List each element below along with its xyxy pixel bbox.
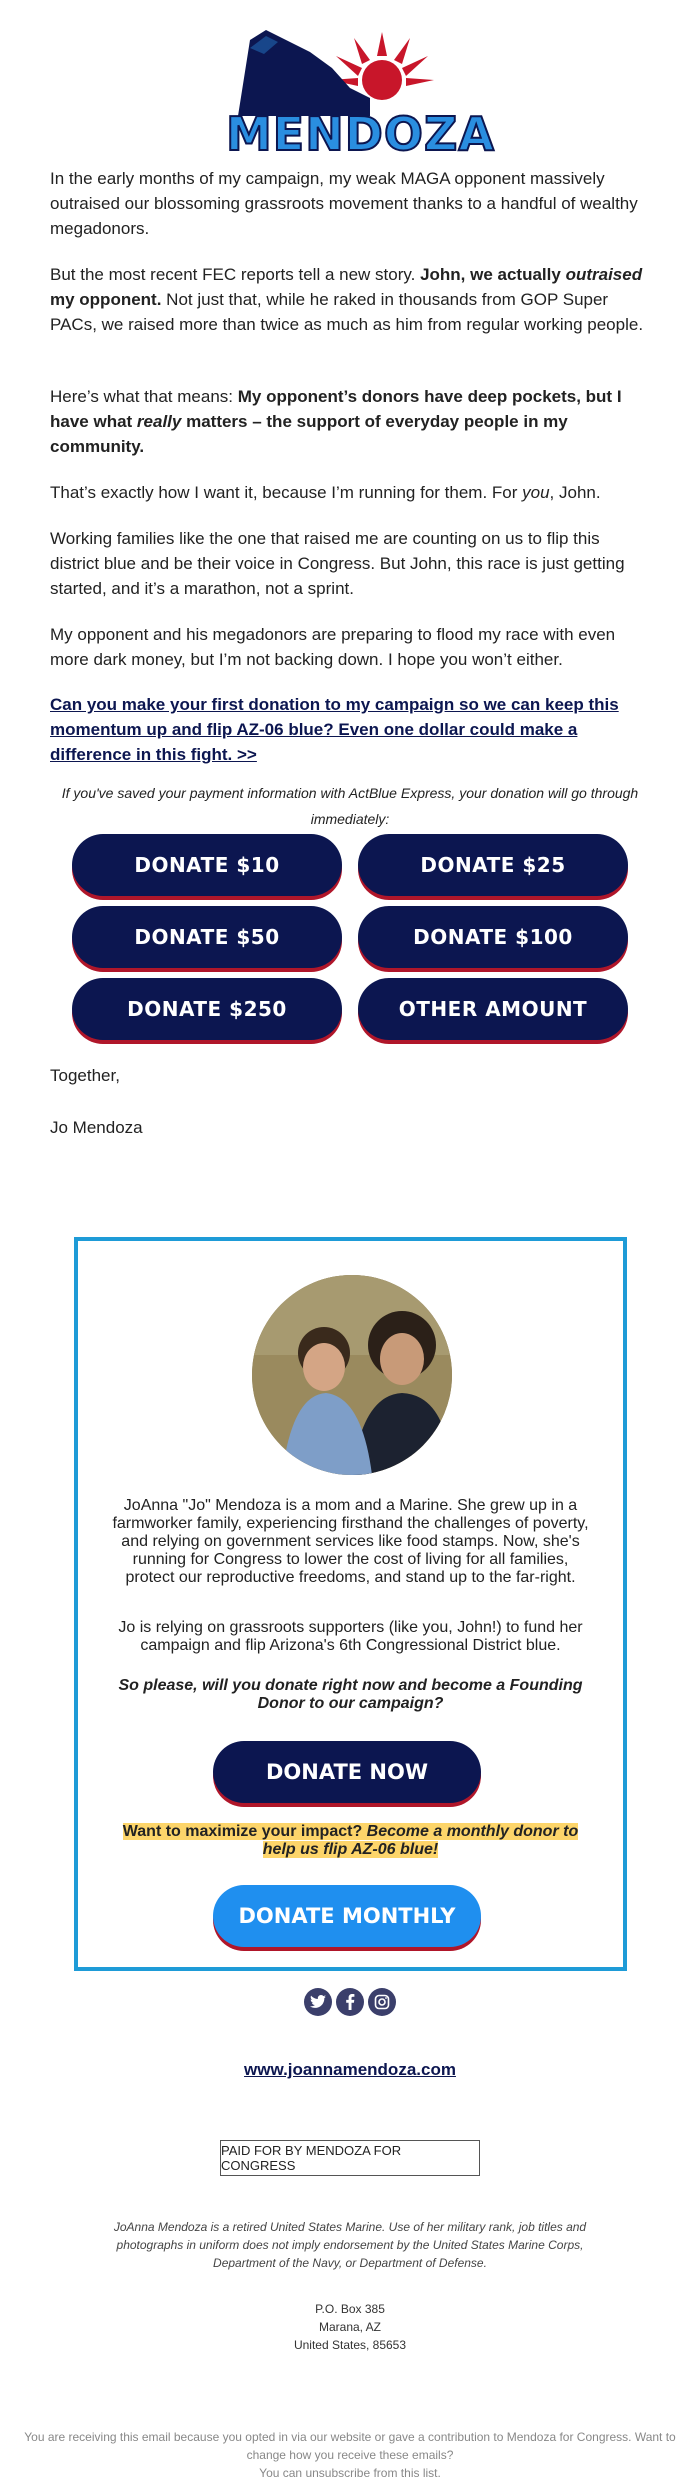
logo-wordmark: MENDOZA <box>226 107 495 161</box>
email-footer <box>15 2428 685 2482</box>
unsubscribe-link[interactable]: You can unsubscribe from this list. <box>259 2466 441 2480</box>
donate-25-button[interactable]: DONATE $25 <box>358 834 628 896</box>
twitter-icon[interactable] <box>304 1988 332 2016</box>
meaning-paragraph: Here’s what that means: My opponent’s donors have deep pockets, but I have what really matters – the support of everyday people in my community. <box>50 387 622 456</box>
running-paragraph: That’s exactly how I want it, because I’m running for them. For you, John. <box>50 483 601 502</box>
facebook-icon[interactable] <box>336 1988 364 2016</box>
donation-cta-paragraph <box>50 692 650 767</box>
mendoza-logo <box>220 28 495 161</box>
bio-paragraph: JoAnna "Jo" Mendoza is a mom and a Marine. She grew up in a farmworker family, experiencing firsthand the challenges of poverty, and relying on government services like food stamps. Now, she's running for Congress to lower the cost of living for all families, protect our reproductive freedoms, and stand up to the far-right. <box>112 1497 589 1586</box>
founding-donor-question: So please, will you donate right now and become a Founding Donor to our campaign? <box>118 1677 583 1712</box>
logo-graphic-icon <box>220 28 480 118</box>
monthly-donor-prompt: Want to maximize your impact? Become a monthly donor to help us flip AZ-06 blue! <box>122 1823 579 1858</box>
donate-50-button[interactable]: DONATE $50 <box>72 906 342 968</box>
donate-250-button[interactable]: DONATE $250 <box>72 978 342 1040</box>
photo-illustration <box>252 1275 452 1475</box>
bio-support-paragraph: Jo is relying on grassroots supporters (like you, John!) to fund her campaign and flip Arizona's 6th Congressional District blue. <box>118 1619 583 1654</box>
donate-monthly-button[interactable]: DONATE MONTHLY <box>213 1885 481 1947</box>
address-line-1: P.O. Box 385 <box>315 2302 385 2316</box>
donate-100-button[interactable]: DONATE $100 <box>358 906 628 968</box>
donate-now-button[interactable]: DONATE NOW <box>213 1741 481 1803</box>
subscription-reason: You are receiving this email because you opted in via our website or gave a contribution to Mendoza for Congress. Want to change how you receive these emails? <box>24 2430 676 2462</box>
actblue-express-note: If you've saved your payment information with ActBlue Express, your donation will go through immediately: <box>61 785 639 827</box>
paid-for-text: PAID FOR BY MENDOZA FOR CONGRESS <box>221 2143 402 2173</box>
donate-10-button[interactable]: DONATE $10 <box>72 834 342 896</box>
dark-money-paragraph: My opponent and his megadonors are preparing to flood my race with even more dark money, but I’m not backing down. I hope you won’t either. <box>50 625 616 669</box>
paid-for-disclaimer <box>220 2140 480 2176</box>
address-line-2: Marana, AZ <box>318 2320 382 2334</box>
candidate-photo <box>252 1275 452 1475</box>
families-paragraph: Working families like the one that raised me are counting on us to flip this district blue and be their voice in Congress. But John, this race is just getting started, and it’s a marathon, not a sprint. <box>50 529 625 598</box>
address-line-3: United States, 85653 <box>293 2338 407 2352</box>
intro-paragraph: In the early months of my campaign, my weak MAGA opponent massively outraised our blossoming grassroots movement thanks to a handful of wealthy megadonors. <box>50 169 638 238</box>
website-link[interactable]: www.joannamendoza.com <box>244 2060 456 2079</box>
military-disclaimer: JoAnna Mendoza is a retired United States Marine. Use of her military rank, job titles and photographs in uniform does not imply endorsement by the United States Marine Corps, Department of the Navy, or Department of Defense. <box>113 2220 587 2270</box>
other-amount-button[interactable]: OTHER AMOUNT <box>358 978 628 1040</box>
instagram-icon[interactable] <box>368 1988 396 2016</box>
fec-paragraph: But the most recent FEC reports tell a new story. John, we actually outraised my opponent. Not just that, while he raked in thousands from GOP Super PACs, we raised more than twice as much as him from regular working people. <box>50 265 644 334</box>
signoff-name: Jo Mendoza <box>50 1118 143 1137</box>
bio-card <box>74 1237 627 1971</box>
donation-cta-link[interactable]: Can you make your first donation to my campaign so we can keep this momentum up and flip AZ-06 blue? Even one dollar could make a difference in this fight. >> <box>50 695 619 764</box>
signoff-closing: Together, <box>50 1066 120 1085</box>
